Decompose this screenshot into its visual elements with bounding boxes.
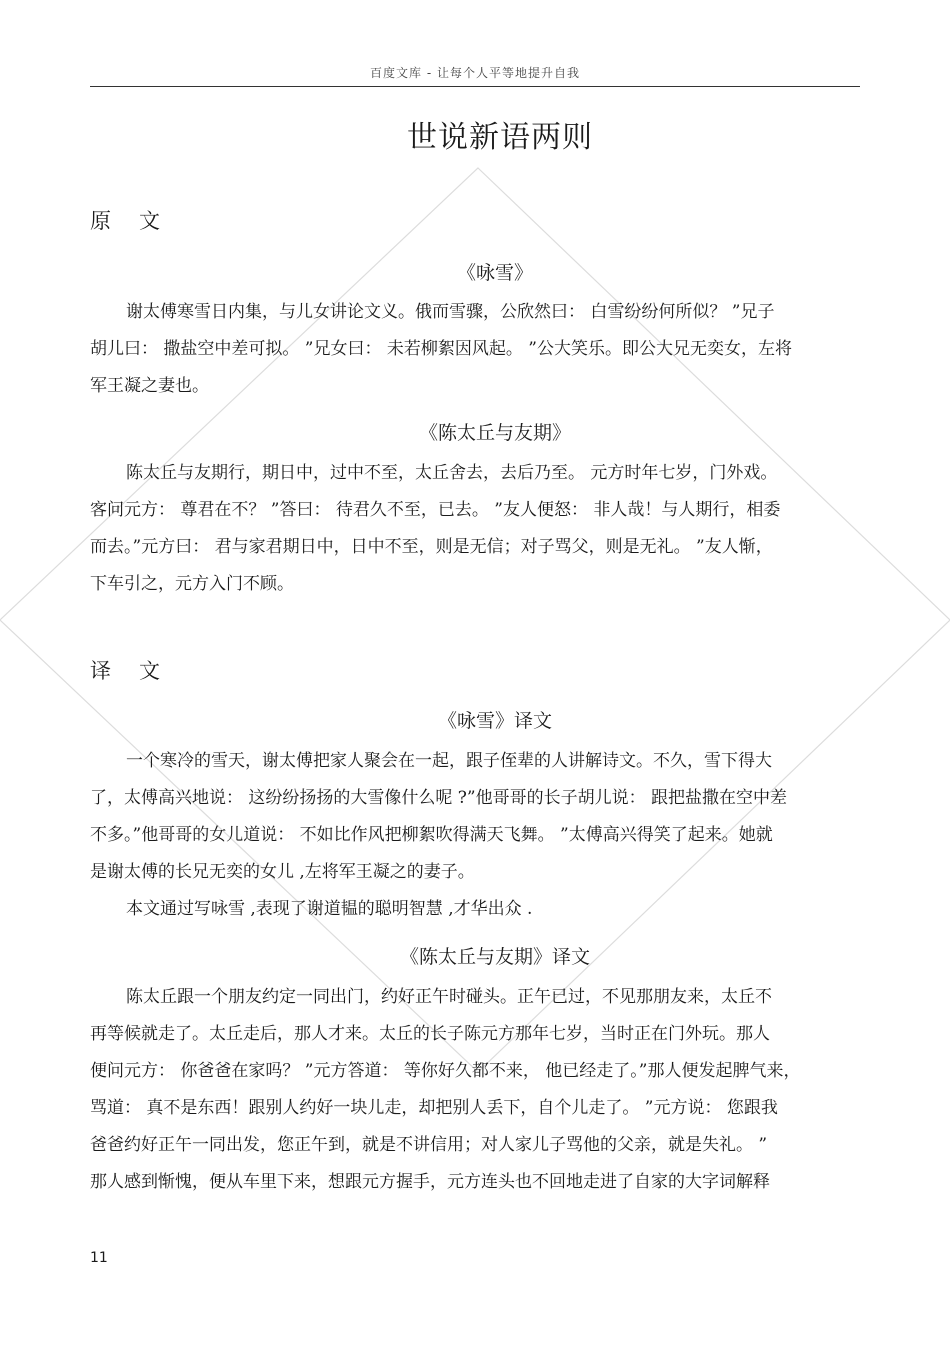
text-line: 一个寒冷的雪天，谢太傅把家人聚会在一起，跟子侄辈的人讲解诗文。不久，雪下得大 xyxy=(126,751,772,771)
poem1-text xyxy=(90,294,855,405)
poem1-title: 《咏雪》 xyxy=(456,262,533,284)
text-line: 军王凝之妻也。 xyxy=(90,376,209,396)
heading-char-2: 文 xyxy=(139,659,160,683)
poem2-text xyxy=(90,455,855,603)
text-line: 下车引之，元方入门不顾。 xyxy=(90,574,294,594)
translation2-title: 《陈太丘与友期》译文 xyxy=(399,946,590,968)
page-header: 百度文库 - 让每个人平等地提升自我 xyxy=(370,66,580,80)
translation1-text xyxy=(90,743,855,928)
text-line: 便问元方： 你爸爸在家吗？ ”元方答道： 等你好久都不来， 他已经走了。”那人便发起脾气来， xyxy=(90,1061,801,1081)
header-divider xyxy=(90,86,860,87)
text-line: 爸爸约好正午一同出发，您正午到，就是不讲信用；对人家儿子骂他的父亲，就是失礼。 ” xyxy=(90,1135,768,1155)
poem2-title: 《陈太丘与友期》 xyxy=(418,422,571,444)
text-line: 不多。”他哥哥的女儿道说： 不如比作风把柳絮吹得满天飞舞。 ”太傅高兴得笑了起来。她就 xyxy=(90,825,773,845)
text-line: 再等候就走了。太丘走后，那人才来。太丘的长子陈元方那年七岁，当时正在门外玩。那人 xyxy=(90,1024,770,1044)
text-line: 谢太傅寒雪日内集，与儿女讲论文义。俄而雪骤，公欣然曰： 白雪纷纷何所似？ ”兄子 xyxy=(126,302,775,322)
text-line: 陈太丘与友期行，期日中，过中不至，太丘舍去，去后乃至。 元方时年七岁，门外戏。 xyxy=(126,463,778,483)
text-line: 而去。”元方曰： 君与家君期日中，日中不至，则是无信；对子骂父，则是无礼。 ”友人惭， xyxy=(90,537,773,557)
section-heading-original xyxy=(90,205,160,235)
heading-char-2: 文 xyxy=(139,209,160,233)
translation1-title: 《咏雪》译文 xyxy=(437,710,552,732)
page-number: 11 xyxy=(90,1250,108,1266)
page-title: 世说新语两则 xyxy=(407,120,593,155)
text-line: 客问元方： 尊君在不？ ”答曰： 待君久不至，已去。 ”友人便怒： 非人哉！与人期行，相委 xyxy=(90,500,781,520)
text-line: 那人感到惭愧，便从车里下来，想跟元方握手，元方连头也不回地走进了自家的大字词解释 xyxy=(90,1172,770,1192)
translation1-note: 本文通过写咏雪 ,表现了谢道韫的聪明智慧 ,才华出众 . xyxy=(126,899,533,919)
text-line: 了，太傅高兴地说： 这纷纷扬扬的大雪像什么呢 ?”他哥哥的长子胡儿说： 跟把盐撒在空中差 xyxy=(90,788,788,808)
section-heading-translation xyxy=(90,655,160,685)
heading-char-1: 原 xyxy=(90,209,111,233)
text-line: 骂道： 真不是东西！跟别人约好一块儿走，却把别人丢下，自个儿走了。 ”元方说： 您跟我 xyxy=(90,1098,778,1118)
text-line: 陈太丘跟一个朋友约定一同出门，约好正午时碰头。正午已过，不见那朋友来，太丘不 xyxy=(126,987,772,1007)
text-line: 是谢太傅的长兄无奕的女儿 ,左将军王凝之的妻子。 xyxy=(90,862,475,882)
text-line: 胡儿曰： 撒盐空中差可拟。 ”兄女曰： 未若柳絮因风起。 ”公大笑乐。即公大兄无奕女，左将 xyxy=(90,339,792,359)
heading-char-1: 译 xyxy=(90,659,111,683)
translation2-text xyxy=(90,979,855,1201)
